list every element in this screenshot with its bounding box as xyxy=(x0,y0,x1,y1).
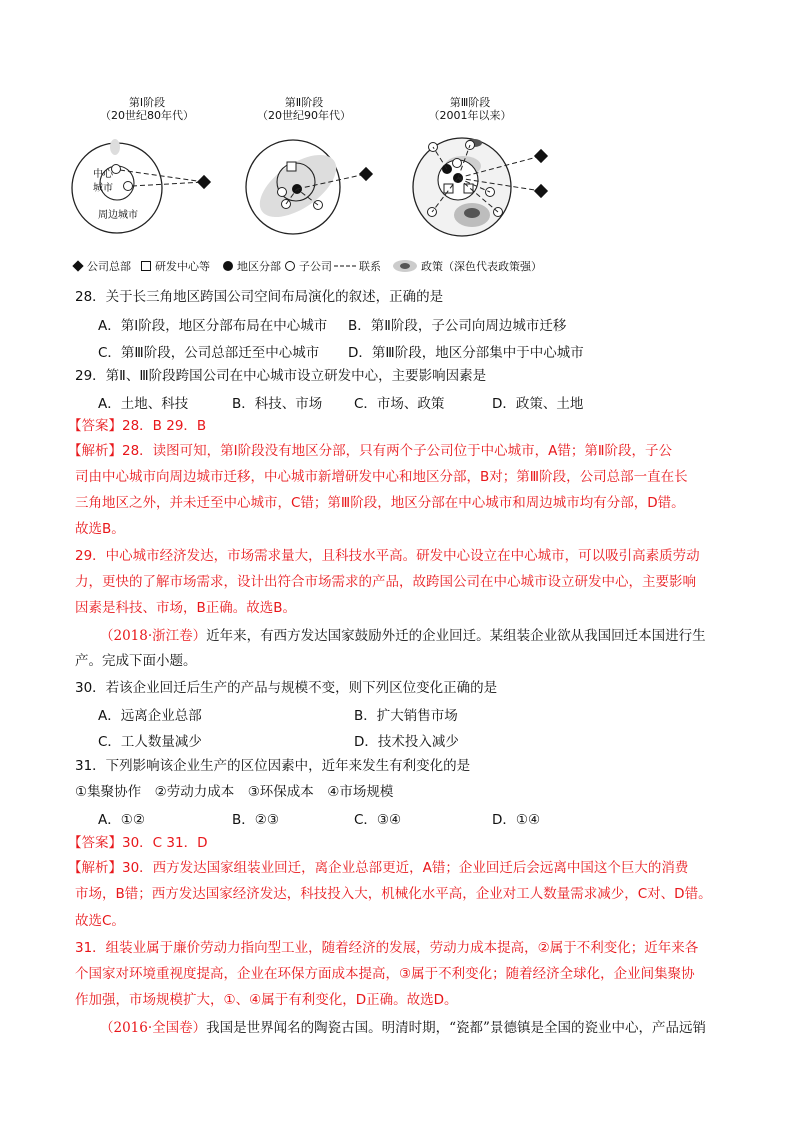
q30-option-c: C．工人数量减少 xyxy=(98,734,202,750)
q28-option-c: C．第Ⅲ阶段，公司总部迁至中心城市 xyxy=(98,345,320,361)
q28-option-d: D．第Ⅲ阶段，地区分部集中于中心城市 xyxy=(348,345,584,361)
q28-stem: 28．关于长三角地区跨国公司空间布局演化的叙述，正确的是 xyxy=(75,289,444,305)
analysis-29-line3: 因素是科技、市场，B正确。故选B。 xyxy=(75,600,297,616)
q28-option-a: A．第Ⅰ阶段，地区分部布局在中心城市 xyxy=(98,318,328,334)
diagram-legend xyxy=(72,258,692,278)
q31-items: ①集聚协作 ②劳动力成本 ③环保成本 ④市场规模 xyxy=(75,784,394,800)
q29-option-a: A．土地、科技 xyxy=(98,396,189,412)
q29-option-b: B．科技、市场 xyxy=(232,396,323,412)
q30-stem: 30．若该企业回迁后生产的产品与规模不变，则下列区位变化正确的是 xyxy=(75,680,498,696)
filled-circle-icon xyxy=(222,260,234,272)
analysis-28-line1: 【解析】28．读图可知，第Ⅰ阶段没有地区分部，只有两个子公司位于中心城市，A错；第Ⅱ阶段，子公 xyxy=(68,443,673,459)
q29-option-c: C．市场、政策 xyxy=(354,396,445,412)
analysis-29-line1: 29．中心城市经济发达，市场需求量大，且科技水平高。研发中心设立在中心城市，可以吸引高素质劳动 xyxy=(75,548,700,564)
q30-option-b: B．扩大销售市场 xyxy=(354,708,458,724)
q31-stem: 31．下列影响该企业生产的区位因素中，近年来发生有利变化的是 xyxy=(75,758,471,774)
square-icon xyxy=(140,260,152,272)
intro-2016: （2016·全国卷）我国是世界闻名的陶瓷古国。明清时期，“瓷都”景德镇是全国的瓷业中心，产品远销 xyxy=(100,1020,706,1036)
intro-2018: （2018·浙江卷）近年来，有西方发达国家鼓励外迁的企业回迁。某组装企业欲从我国回迁本国进行生 xyxy=(100,628,706,644)
open-circle-icon xyxy=(284,260,296,272)
q30-option-d: D．技术投入减少 xyxy=(354,734,459,750)
answer-28-29: 【答案】28．B 29．B xyxy=(68,418,207,434)
stage-1-diagram xyxy=(72,139,211,233)
q31-option-a: A．①② xyxy=(98,812,145,828)
answer-30-31: 【答案】30．C 31．D xyxy=(68,835,208,851)
q31-option-c: C．③④ xyxy=(354,812,402,828)
stage-3-diagram xyxy=(413,138,548,236)
q31-option-d: D．①④ xyxy=(492,812,541,828)
legend-link: 联系 xyxy=(334,258,381,274)
legend-rd: 研发中心等 xyxy=(140,258,210,274)
legend-policy: 政策（深色代表政策强） xyxy=(392,258,542,274)
stage-2-title: 第Ⅱ阶段 （20世纪90年代） xyxy=(257,96,351,122)
stage-diagram xyxy=(60,90,620,280)
q31-option-b: B．②③ xyxy=(232,812,279,828)
analysis-29-line2: 力，更快的了解市场需求，设计出符合市场需求的产品，故跨国公司在中心城市设立研发中心，主要影响 xyxy=(75,574,696,590)
analysis-30-line2: 市场，B错；西方发达国家经济发达，科技投入大，机械化水平高，企业对工人数量需求减少，C对、D错。 xyxy=(75,886,712,902)
analysis-31-line1: 31．组装业属于廉价劳动力指向型工业，随着经济的发展，劳动力成本提高，②属于不利变化；近年来各 xyxy=(75,940,699,956)
svg-text:中心: 中心 xyxy=(93,169,113,180)
q29-stem: 29．第Ⅱ、Ⅲ阶段跨国公司在中心城市设立研发中心，主要影响因素是 xyxy=(75,368,487,384)
stage-1-title: 第Ⅰ阶段 （20世纪80年代） xyxy=(100,96,194,122)
analysis-30-line3: 故选C。 xyxy=(75,913,125,929)
svg-text:周边城市: 周边城市 xyxy=(98,210,138,221)
analysis-28-line2: 司由中心城市向周边城市迁移，中心城市新增研发中心和地区分部，B对；第Ⅲ阶段，公司总部一直在长 xyxy=(75,469,688,485)
q29-option-d: D．政策、土地 xyxy=(492,396,584,412)
analysis-28-line4: 故选B。 xyxy=(75,521,125,537)
analysis-31-line2: 个国家对环境重视度提高，企业在环保方面成本提高，③属于不利变化；随着经济全球化，企业间集聚协 xyxy=(75,966,695,982)
svg-text:城市: 城市 xyxy=(93,183,113,194)
q28-option-b: B．第Ⅱ阶段，子公司向周边城市迁移 xyxy=(348,318,567,334)
legend-regional: 地区分部 xyxy=(222,258,281,274)
policy-ellipse-icon xyxy=(392,259,418,273)
analysis-30-line1: 【解析】30．西方发达国家组装业回迁，离企业总部更近，A错；企业回迁后会远离中国这个巨大的消费 xyxy=(68,860,689,876)
stage-3-title: 第Ⅲ阶段 （2001年以来） xyxy=(428,96,512,122)
analysis-28-line3: 三角地区之外，并未迁至中心城市，C错；第Ⅲ阶段，地区分部在中心城市和周边城市均有分部，D错。 xyxy=(75,495,685,511)
legend-sub: 子公司 xyxy=(284,258,332,274)
legend-hq: 公司总部 xyxy=(72,258,131,274)
intro-2018-line2: 产。完成下面小题。 xyxy=(75,653,197,669)
stage-2-diagram xyxy=(246,140,373,234)
diamond-icon xyxy=(72,260,84,272)
analysis-31-line3: 作加强，市场规模扩大，①、④属于有利变化，D正确。故选D。 xyxy=(75,992,458,1008)
q30-option-a: A．远离企业总部 xyxy=(98,708,202,724)
dashed-line-icon xyxy=(334,260,356,272)
